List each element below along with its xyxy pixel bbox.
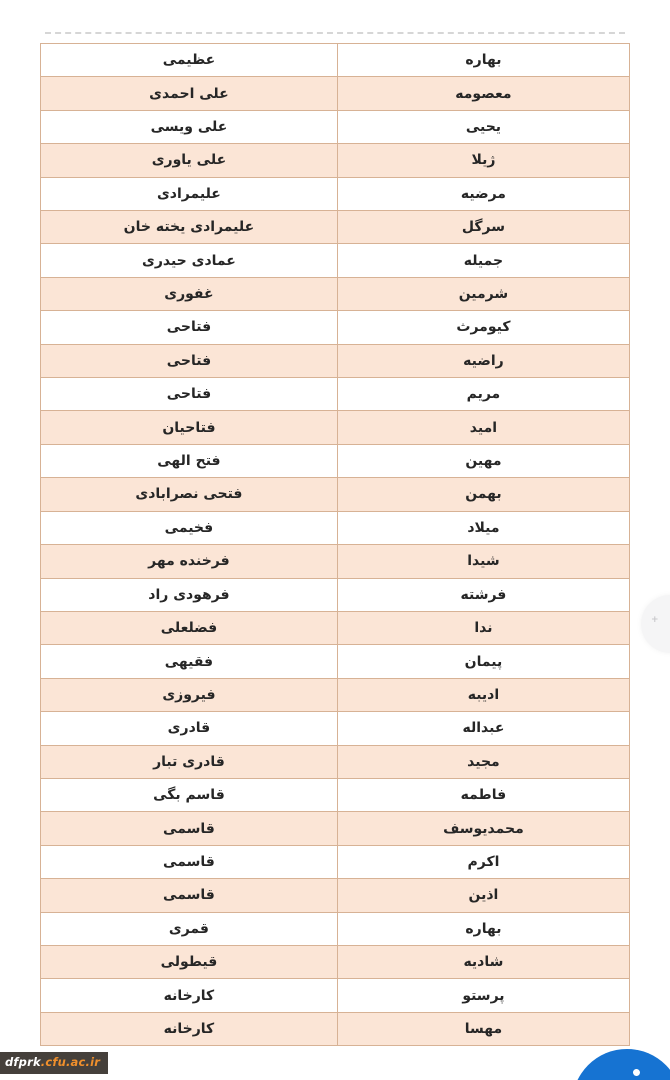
given-name-cell: شادیه <box>337 946 629 978</box>
family-name-cell: فرهودی راد <box>148 586 230 603</box>
table-row <box>41 711 629 744</box>
given-name-cell: یحیی <box>337 111 629 143</box>
family-name-cell: غفوری <box>164 286 214 303</box>
given-name-cell: بهاره <box>337 44 629 76</box>
family-name-cell: فتاحی <box>166 352 212 369</box>
given-name-cell: مهین <box>337 445 629 477</box>
family-name-cell: فتاحی <box>166 386 212 403</box>
side-widget-icon: + <box>651 615 659 625</box>
table-row <box>41 1012 629 1045</box>
family-name-cell: فخیمی <box>164 519 214 536</box>
given-name-cell: بهمن <box>337 478 629 510</box>
given-name-cell: میلاد <box>337 512 629 544</box>
given-name-cell: سرگل <box>337 211 629 243</box>
side-widget-button[interactable] <box>641 595 670 653</box>
table-row <box>41 611 629 644</box>
page-break-dashed-line <box>45 32 625 34</box>
given-name-cell: شرمین <box>337 278 629 310</box>
table-row <box>41 277 629 310</box>
given-name-cell: پیمان <box>337 645 629 677</box>
table-row <box>41 44 629 76</box>
given-name-cell: اذین <box>337 879 629 911</box>
given-name-cell: پرستو <box>337 979 629 1011</box>
family-name-cell: فرخنده مهر <box>148 553 230 570</box>
given-name-cell: ندا <box>337 612 629 644</box>
given-name-cell: ادیبه <box>337 679 629 711</box>
table-row <box>41 76 629 109</box>
family-name-cell: قاسمی <box>163 887 215 904</box>
table-row <box>41 143 629 176</box>
given-name-cell: معصومه <box>337 77 629 109</box>
table-row <box>41 210 629 243</box>
given-name-cell: مهسا <box>337 1013 629 1045</box>
table-row <box>41 544 629 577</box>
chat-fab-button[interactable] <box>572 1049 670 1080</box>
table-row <box>41 678 629 711</box>
table-row <box>41 177 629 210</box>
table-row <box>41 978 629 1011</box>
family-name-cell: علی یاوری <box>151 152 227 169</box>
family-name-cell: قیطولی <box>160 954 218 971</box>
family-name-cell: قاسمی <box>163 853 215 870</box>
family-name-cell: قاسم بگی <box>153 787 225 804</box>
fab-pencil-icon <box>632 1068 642 1078</box>
table-row <box>41 511 629 544</box>
table-row <box>41 878 629 911</box>
table-row <box>41 344 629 377</box>
family-name-cell: علی احمدی <box>149 85 229 102</box>
table-row <box>41 845 629 878</box>
table-row <box>41 945 629 978</box>
family-name-cell: فیروزی <box>162 686 216 703</box>
table-row <box>41 410 629 443</box>
table-row <box>41 310 629 343</box>
watermark-site-suffix: .cfu.ac.ir <box>40 1055 101 1069</box>
family-name-cell: فتاحی <box>166 319 212 336</box>
given-name-cell: امید <box>337 411 629 443</box>
table-row <box>41 578 629 611</box>
given-name-cell: محمدیوسف <box>337 812 629 844</box>
given-name-cell: جمیله <box>337 244 629 276</box>
given-name-cell: شیدا <box>337 545 629 577</box>
table-row <box>41 444 629 477</box>
table-row <box>41 912 629 945</box>
table-row <box>41 477 629 510</box>
family-name-cell: کارخانه <box>163 987 215 1004</box>
watermark-site-prefix: dfprk <box>5 1055 41 1069</box>
family-name-cell: فتاحیان <box>162 419 216 436</box>
given-name-cell: مریم <box>337 378 629 410</box>
table-row <box>41 745 629 778</box>
family-name-cell: قاسمی <box>163 820 215 837</box>
given-name-cell: بهاره <box>337 913 629 945</box>
given-name-cell: ژیلا <box>337 144 629 176</box>
family-name-cell: کارخانه <box>163 1020 215 1037</box>
table-row <box>41 778 629 811</box>
family-name-cell: فتحی نصرابادی <box>135 486 243 503</box>
given-name-cell: راضیه <box>337 345 629 377</box>
family-name-cell: علیمرادی یخته خان <box>123 219 255 236</box>
family-name-cell: عظیمی <box>162 52 216 69</box>
family-name-cell: فقیهی <box>164 653 214 670</box>
family-name-cell: علیمرادی <box>156 185 221 202</box>
family-name-cell: عمادی حیدری <box>141 252 236 269</box>
table-row <box>41 377 629 410</box>
family-name-cell: قادری <box>167 720 211 737</box>
table-row <box>41 243 629 276</box>
given-name-cell: فاطمه <box>337 779 629 811</box>
family-name-cell: قادری تبار <box>153 753 225 770</box>
table-row <box>41 811 629 844</box>
family-name-cell: علی ویسی <box>150 119 228 136</box>
given-name-cell: فرشته <box>337 579 629 611</box>
given-name-cell: مجید <box>337 746 629 778</box>
given-name-cell: عبداله <box>337 712 629 744</box>
given-name-cell: کیومرث <box>337 311 629 343</box>
given-name-cell: مرضیه <box>337 178 629 210</box>
names-table <box>40 43 630 1046</box>
family-name-cell: فضلعلی <box>160 620 218 637</box>
table-row <box>41 110 629 143</box>
table-row <box>41 644 629 677</box>
watermark-badge <box>0 1052 108 1074</box>
given-name-cell: اکرم <box>337 846 629 878</box>
family-name-cell: قمری <box>168 920 209 937</box>
family-name-cell: فتح الهی <box>157 453 221 470</box>
